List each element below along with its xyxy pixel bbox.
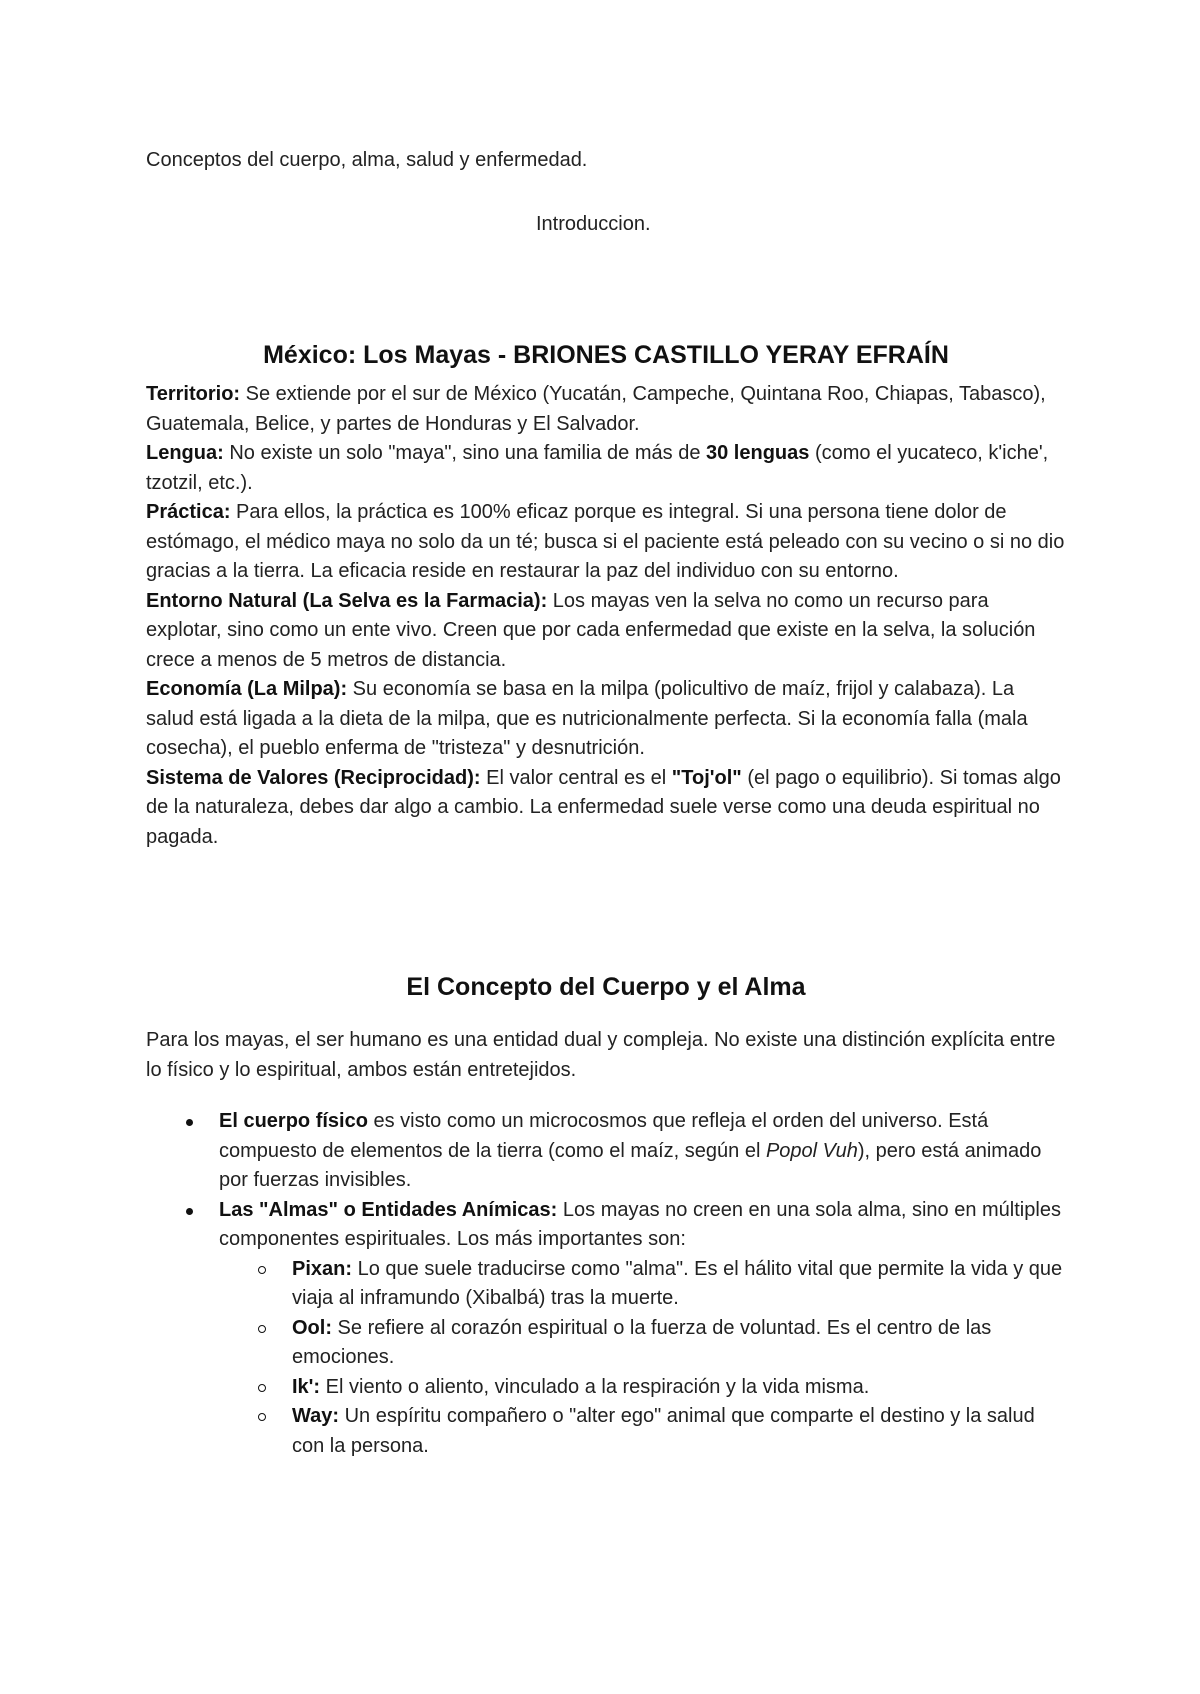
paragraph-text: Se extiende por el sur de México (Yucatán, Campeche, Quintana Roo, Chiapas, Tabasco), Guatemala, Belice, y partes de Honduras y El Salvador.: [146, 383, 1046, 435]
paragraph-practica: [146, 498, 1066, 587]
circle-bullet-icon: [258, 1413, 266, 1421]
section-cuerpo-alma: [146, 970, 1066, 1461]
circle-bullet-icon: [258, 1266, 266, 1274]
list-item-label: El cuerpo físico: [219, 1110, 368, 1132]
bullet-icon: [186, 1208, 193, 1215]
circle-bullet-icon: [258, 1384, 266, 1392]
paragraph-lengua: [146, 439, 1066, 498]
list-item: [146, 1107, 1066, 1196]
sub-item-text: Un espíritu compañero o "alter ego" animal que comparte el destino y la salud con la persona.: [292, 1405, 1035, 1457]
paragraph-text: Su economía se basa en la milpa (policultivo de maíz, frijol y calabaza). La salud está ligada a la dieta de la milpa, que es nutricionalmente perfecta. Si la economía falla (mala cosecha), el pueblo enferma de "tristeza" y desnutrición.: [146, 678, 1028, 759]
paragraph-text: El valor central es el: [480, 766, 672, 789]
bullet-list: [146, 1107, 1066, 1461]
document-subtitle: Introduccion.: [536, 213, 651, 235]
paragraph-text: Para ellos, la práctica es 100% eficaz porque es integral. Si una persona tiene dolor de estómago, el médico maya no solo da un té; busca si el paciente está peleado con su vecino o si no dio gracias a la tierra. La eficacia reside en restaurar la paz del individuo con su entorno.: [146, 501, 1065, 582]
section-mayas: [146, 338, 1066, 852]
sub-list-item: [219, 1255, 1066, 1314]
paragraph-label: Práctica:: [146, 501, 231, 523]
document-title: Conceptos del cuerpo, alma, salud y enfermedad.: [146, 149, 588, 171]
paragraph-label: Territorio:: [146, 383, 241, 405]
sub-item-label: Way:: [292, 1405, 340, 1427]
section-heading: El Concepto del Cuerpo y el Alma: [406, 973, 806, 1001]
sub-item-label: Ik':: [292, 1375, 321, 1398]
sub-list-item: [219, 1373, 1066, 1403]
paragraph-label: Entorno Natural (La Selva es la Farmacia):: [146, 589, 548, 612]
paragraph-label: Sistema de Valores (Reciprocidad):: [146, 766, 481, 789]
section-intro: Para los mayas, el ser humano es una entidad dual y compleja. No existe una distinción explícita entre lo físico y lo espiritual, ambos están entretejidos.: [146, 1029, 1056, 1081]
paragraph-territorio: [146, 380, 1066, 439]
sub-item-text: El viento o aliento, vinculado a la respiración y la vida misma.: [320, 1375, 870, 1398]
sub-list: [219, 1255, 1066, 1462]
list-item-text: Los mayas no creen en una sola alma, sino en múltiples componentes espirituales. Los más importantes son:: [219, 1198, 1061, 1250]
sub-item-label: Pixan:: [292, 1257, 353, 1280]
sub-item-text: Lo que suele traducirse como "alma". Es el hálito vital que permite la vida y que viaja al inframundo (Xibalbá) tras la muerte.: [292, 1257, 1063, 1309]
bullet-icon: [186, 1119, 193, 1126]
section-body: [146, 380, 1066, 852]
paragraph-label: Lengua:: [146, 442, 224, 464]
paragraph-emphasis: 30 lenguas: [706, 442, 810, 464]
list-item-label: Las "Almas" o Entidades Anímicas:: [219, 1198, 558, 1221]
sub-list-item: [219, 1402, 1066, 1461]
paragraph-text: (el pago o equilibrio). Si tomas algo de la naturaleza, debes dar algo a cambio. La enfermedad suele verse como una deuda espiritual no pagada.: [146, 766, 1061, 848]
paragraph-label: Economía (La Milpa):: [146, 678, 348, 700]
paragraph-text: (como el yucateco, k'iche', tzotzil, etc.).: [146, 442, 1049, 494]
list-item-italic: Popol Vuh: [765, 1139, 858, 1162]
list-item-text: es visto como un microcosmos que refleja el orden del universo. Está compuesto de elementos de la tierra (como el maíz, según el: [219, 1110, 989, 1162]
list-item-text: ), pero está animado por fuerzas invisibles.: [219, 1139, 1042, 1191]
sub-item-text: Se refiere al corazón espiritual o la fuerza de voluntad. Es el centro de las emociones.: [292, 1316, 992, 1368]
paragraph-entorno: [146, 587, 1066, 676]
circle-bullet-icon: [258, 1325, 266, 1333]
paragraph-emphasis: "Toj'ol": [671, 766, 742, 789]
paragraph-valores: [146, 764, 1066, 853]
paragraph-text: Los mayas ven la selva no como un recurso para explotar, sino como un ente vivo. Creen que por cada enfermedad que existe en la selva, la solución crece a menos de 5 metros de distancia.: [146, 589, 1036, 671]
section-heading: México: Los Mayas - BRIONES CASTILLO YERAY EFRAÍN: [263, 341, 949, 369]
sub-item-label: Ool:: [292, 1316, 332, 1339]
paragraph-text: No existe un solo "maya", sino una familia de más de: [223, 442, 706, 464]
list-item: [146, 1196, 1066, 1462]
sub-list-item: [219, 1314, 1066, 1373]
paragraph-economia: [146, 675, 1066, 764]
